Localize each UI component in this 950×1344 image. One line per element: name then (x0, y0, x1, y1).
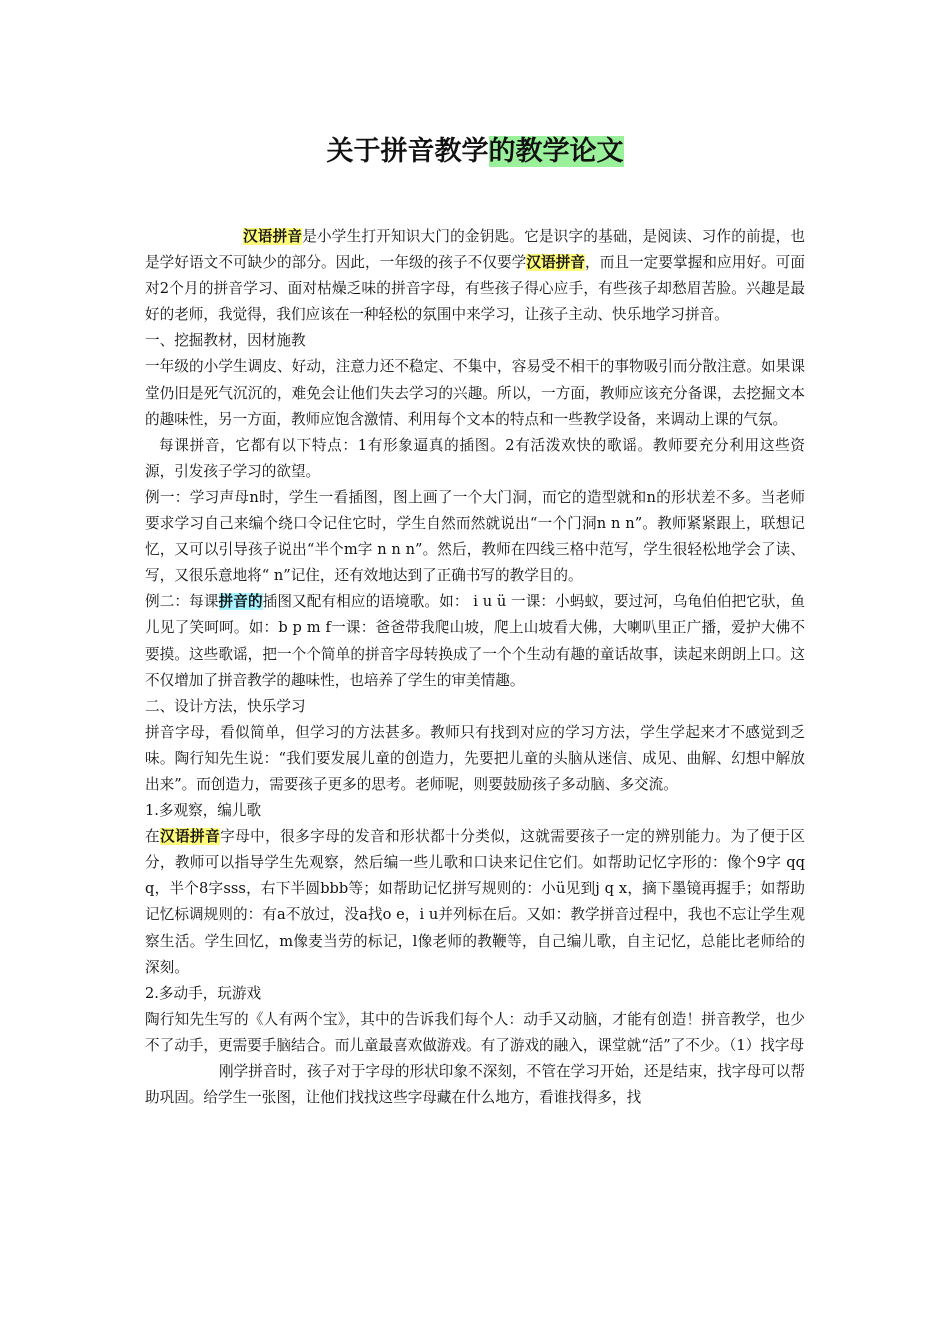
title-highlighted-text: 的教学论文 (488, 136, 624, 167)
paragraph-section-1: 一年级的小学生调皮、好动，注意力还不稳定、不集中，容易受不相干的事物吸引而分散注意。如果课堂仍旧是死气沉沉的，难免会让他们失去学习的兴趣。所以，一方面，教师应该充分备课，去挖掘文本的趣味性，另一方面，教师应饱含激情、利用每个文本的特点和一些教学设备，来调动上课的气氛。 (145, 358, 805, 428)
keyword-highlight: 拼音的 (218, 593, 263, 611)
section-heading-1: 一、挖掘教材，因材施教 (145, 332, 306, 350)
paragraph-features: 每课拼音，它都有以下特点：1有形象逼真的插图。2有活泼欢快的歌谣。教师要充分利用这些资源，引发孩子学习的欲望。 (145, 436, 805, 480)
paragraph-text: 插图又配有相应的语境歌。如： i u ü 一课：小蚂蚁，要过河，乌龟伯伯把它驮，鱼儿见了笑呵呵。如：b p m f一课：爸爸带我爬山坡，爬上山坡看大佛，大喇叭里正广播，爱护大佛不要摸。这些歌谣，把一个个简单的拼音字母转换成了一个个生动有趣的童话故事，读起来朗朗上口。这不仅增加了拼音教学的趣味性，也培养了学生的审美情趣。 (145, 593, 805, 689)
paragraph-example-2 (145, 589, 805, 693)
paragraph-example-1: 例一：学习声母n时，学生一看插图，图上画了一个大门洞，而它的造型就和n的形状差不多。当老师要求学习自己来编个绕口令记住它时，学生自然而然就说出“一个门洞n n n”。教师紧紧跟上，联想记忆，又可以引导孩子说出“半个m字 n n n”。然后，教师在四线三格中范写，学生很轻松地学会了读、写，又很乐意地将“ n”记住，还有效地达到了正确书写的教学目的。 (145, 488, 805, 585)
paragraph-text: 在 (145, 828, 161, 846)
keyword-highlight: 汉语拼音 (243, 228, 303, 245)
paragraph-intro (145, 224, 805, 328)
document-title (0, 133, 950, 171)
keyword-highlight: 汉语拼音 (526, 254, 586, 272)
paragraph-find-letters: 刚学拼音时，孩子对于字母的形状印象不深刻，不管在学习开始，还是结束，找字母可以帮助巩固。给学生一张图，让他们找找这些字母藏在什么地方，看谁找得多，找 (145, 1063, 805, 1107)
subheading-games: 2.多动手，玩游戏 (145, 984, 262, 1002)
title-text: 关于拼音教学 (326, 136, 489, 167)
paragraph-text: ，而且一定要掌握和应用好。可面对2个月的拼音学习、面对枯燥乏味的拼音字母，有些孩子得心应手，有些孩子却愁眉苦脸。兴趣是最好的老师，我觉得，我们应该在一种轻松的氛围中来学习，让孩子主动、快乐地学习拼音。 (145, 254, 805, 324)
paragraph-section-2: 拼音字母，看似简单，但学习的方法甚多。教师只有找到对应的学习方法，学生学起来才不感觉到乏味。陶行知先生说：“我们要发展儿童的创造力，先要把儿童的头脑从迷信、成见、曲解、幻想中解放出来”。而创造力，需要孩子更多的思考。老师呢，则要鼓励孩子多动脑、多交流。 (145, 723, 805, 793)
paragraph-text: 例二：每课 (145, 593, 219, 611)
document-body (145, 224, 805, 1111)
paragraph-observe (145, 824, 805, 981)
paragraph-text: 是小学生打开知识大门的金钥匙。它是识字的基础，是阅读、习作的前提，也是学好语文不可缺少的部分。因此，一年级的孩子不仅要学 (145, 228, 805, 272)
paragraph-games: 陶行知先生写的《人有两个宝》，其中的告诉我们每个人：动手又动脑，才能有创造！拼音教学，也少不了动手，更需要手脑结合。而儿童最喜欢做游戏。有了游戏的融入，课堂就“活”了不少。（1）找字母 (145, 1010, 805, 1054)
paragraph-text: 字母中，很多字母的发音和形状都十分类似，这就需要孩子一定的辨别能力。为了便于区分，教师可以指导学生先观察，然后编一些儿歌和口诀来记住它们。如帮助记忆字形的：像个9字 qqq，半个8字sss，右下半圆bbb等；如帮助记忆拼写规则的：小ü见到j q x，摘下墨镜再握手；如帮助记忆标调规则的：有a不放过，没a找o e，i u并列标在后。又如：教学拼音过程中，我也不忘让学生观察生活。学生回忆，m像麦当劳的标记，l像老师的教鞭等，自己编儿歌，自主记忆，总能比老师给的深刻。 (145, 828, 805, 976)
keyword-highlight: 汉语拼音 (160, 828, 221, 846)
subheading-observe: 1.多观察，编儿歌 (145, 802, 262, 820)
section-heading-2: 二、设计方法，快乐学习 (145, 697, 306, 715)
